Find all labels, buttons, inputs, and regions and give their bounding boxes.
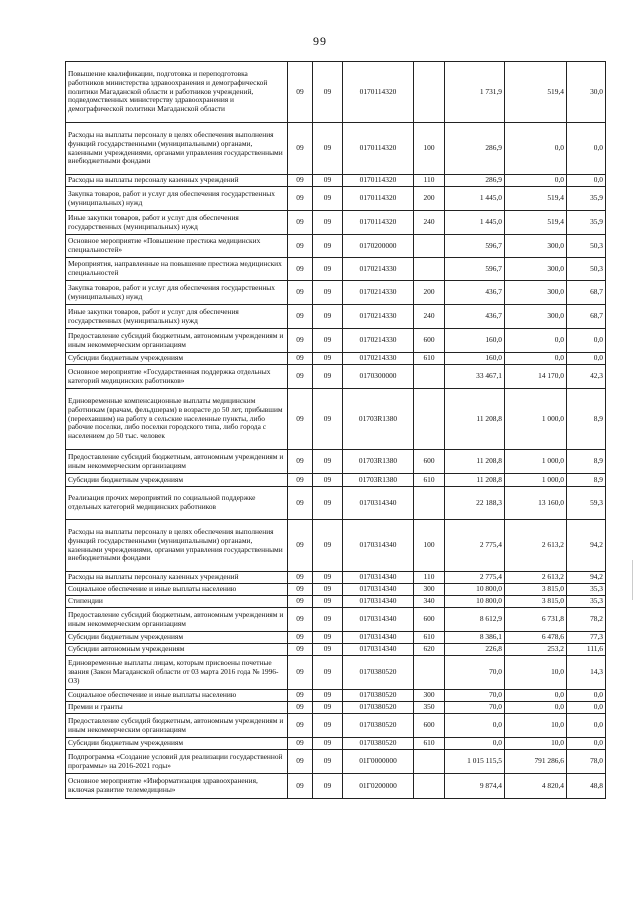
row-actual: 3 815,0	[505, 584, 567, 596]
table-row	[66, 450, 606, 474]
row-rz: 09	[288, 714, 313, 738]
row-pr: 09	[313, 596, 343, 608]
row-pr: 09	[313, 365, 343, 389]
row-plan: 436,7	[445, 305, 505, 329]
row-actual: 1 000,0	[505, 450, 567, 474]
row-plan: 70,0	[445, 656, 505, 690]
row-expense-type	[414, 365, 445, 389]
row-plan: 8 386,1	[445, 632, 505, 644]
row-actual: 14 170,0	[505, 365, 567, 389]
table-row	[66, 474, 606, 487]
row-target-code: 0170314340	[343, 632, 414, 644]
row-name: Реализация прочих мероприятий по социальной поддержке отдельных категорий медицинских работников	[66, 487, 288, 520]
table-row	[66, 258, 606, 281]
row-expense-type: 300	[414, 584, 445, 596]
row-rz: 09	[288, 656, 313, 690]
row-actual: 300,0	[505, 305, 567, 329]
row-percent: 94,2	[567, 572, 606, 584]
row-pr: 09	[313, 235, 343, 258]
row-name: Социальное обеспечение и иные выплаты населению	[66, 690, 288, 702]
row-rz: 09	[288, 738, 313, 750]
row-expense-type: 620	[414, 644, 445, 656]
row-plan: 9 874,4	[445, 774, 505, 799]
row-pr: 09	[313, 690, 343, 702]
row-rz: 09	[288, 329, 313, 353]
row-percent: 8,9	[567, 450, 606, 474]
row-percent: 0,0	[567, 690, 606, 702]
row-pr: 09	[313, 329, 343, 353]
row-plan: 286,9	[445, 175, 505, 187]
row-name: Расходы на выплаты персоналу в целях обеспечения выполнения функций государственными (муниципальными) органами, казенными учреждениями, органами управления государственными внебюджетными фондами	[66, 123, 288, 175]
table-row	[66, 329, 606, 353]
row-actual: 13 160,0	[505, 487, 567, 520]
row-pr: 09	[313, 608, 343, 632]
table-row	[66, 714, 606, 738]
row-pr: 09	[313, 258, 343, 281]
row-percent: 59,3	[567, 487, 606, 520]
row-actual: 4 820,4	[505, 774, 567, 799]
table-row	[66, 596, 606, 608]
row-percent: 35,3	[567, 584, 606, 596]
row-name: Единовременные компенсационные выплаты медицинским работникам (врачам, фельдшерам) в возрасте до 50 лет, прибывшим (переехавшим) на работу в сельские населенные пункты, либо рабочие поселки, либо поселки городского типа, либо города с населением до 50 тыс. человек	[66, 389, 288, 450]
row-pr: 09	[313, 450, 343, 474]
row-plan: 596,7	[445, 235, 505, 258]
row-percent: 0,0	[567, 123, 606, 175]
row-pr: 09	[313, 738, 343, 750]
row-target-code: 0170214330	[343, 305, 414, 329]
row-name: Предоставление субсидий бюджетным, автономным учреждениям и иным некоммерческим организациям	[66, 450, 288, 474]
row-pr: 09	[313, 584, 343, 596]
row-target-code: 01703R1380	[343, 450, 414, 474]
row-actual: 10,0	[505, 714, 567, 738]
row-name: Предоставление субсидий бюджетным, автономным учреждениям и иным некоммерческим организациям	[66, 714, 288, 738]
row-actual: 300,0	[505, 281, 567, 305]
table-body	[66, 62, 606, 799]
row-target-code: 0170200000	[343, 235, 414, 258]
row-target-code: 0170314340	[343, 520, 414, 572]
row-pr: 09	[313, 187, 343, 211]
row-plan: 1 015 115,5	[445, 750, 505, 774]
table-row	[66, 608, 606, 632]
row-target-code: 0170300000	[343, 365, 414, 389]
row-rz: 09	[288, 353, 313, 365]
row-percent: 8,9	[567, 389, 606, 450]
row-percent: 78,0	[567, 750, 606, 774]
row-rz: 09	[288, 520, 313, 572]
row-name: Расходы на выплаты персоналу в целях обеспечения выполнения функций государственными (муниципальными) органами, казенными учреждениями, органами управления государственными внебюджетными фондами	[66, 520, 288, 572]
row-rz: 09	[288, 572, 313, 584]
row-percent: 78,2	[567, 608, 606, 632]
row-rz: 09	[288, 608, 313, 632]
row-expense-type: 610	[414, 738, 445, 750]
row-percent: 111,6	[567, 644, 606, 656]
row-percent: 77,3	[567, 632, 606, 644]
row-pr: 09	[313, 520, 343, 572]
row-actual: 0,0	[505, 123, 567, 175]
row-expense-type	[414, 62, 445, 123]
row-actual: 10,0	[505, 738, 567, 750]
row-plan: 8 612,9	[445, 608, 505, 632]
row-percent: 35,9	[567, 187, 606, 211]
row-expense-type	[414, 750, 445, 774]
row-target-code: 0170380520	[343, 714, 414, 738]
page-number: 99	[313, 34, 327, 48]
table-row	[66, 365, 606, 389]
row-percent: 50,3	[567, 258, 606, 281]
table-row	[66, 584, 606, 596]
table-row	[66, 644, 606, 656]
row-expense-type: 610	[414, 474, 445, 487]
row-actual: 519,4	[505, 62, 567, 123]
row-pr: 09	[313, 656, 343, 690]
row-expense-type: 340	[414, 596, 445, 608]
row-pr: 09	[313, 714, 343, 738]
row-actual: 1 000,0	[505, 474, 567, 487]
table-row	[66, 572, 606, 584]
row-target-code: 0170114320	[343, 211, 414, 235]
row-target-code: 0170114320	[343, 187, 414, 211]
row-expense-type: 600	[414, 329, 445, 353]
row-target-code: 01703R1380	[343, 389, 414, 450]
row-plan: 11 208,8	[445, 450, 505, 474]
row-pr: 09	[313, 211, 343, 235]
table-row	[66, 656, 606, 690]
row-plan: 226,8	[445, 644, 505, 656]
row-rz: 09	[288, 123, 313, 175]
row-target-code: 0170214330	[343, 353, 414, 365]
row-target-code: 01Г0000000	[343, 750, 414, 774]
row-rz: 09	[288, 389, 313, 450]
row-actual: 519,4	[505, 211, 567, 235]
row-actual: 0,0	[505, 353, 567, 365]
scan-mark	[632, 560, 633, 600]
row-expense-type	[414, 258, 445, 281]
row-plan: 160,0	[445, 329, 505, 353]
row-name: Субсидии бюджетным учреждениям	[66, 353, 288, 365]
row-plan: 70,0	[445, 690, 505, 702]
row-actual: 0,0	[505, 329, 567, 353]
row-rz: 09	[288, 774, 313, 799]
row-plan: 0,0	[445, 714, 505, 738]
row-actual: 6 731,8	[505, 608, 567, 632]
row-percent: 8,9	[567, 474, 606, 487]
row-plan: 1 445,0	[445, 187, 505, 211]
row-plan: 596,7	[445, 258, 505, 281]
row-percent: 0,0	[567, 738, 606, 750]
row-actual: 791 286,6	[505, 750, 567, 774]
row-percent: 0,0	[567, 329, 606, 353]
row-plan: 436,7	[445, 281, 505, 305]
row-plan: 10 800,0	[445, 584, 505, 596]
row-target-code: 0170314340	[343, 584, 414, 596]
row-target-code: 0170380520	[343, 738, 414, 750]
row-plan: 1 445,0	[445, 211, 505, 235]
row-actual: 0,0	[505, 175, 567, 187]
row-percent: 0,0	[567, 353, 606, 365]
row-rz: 09	[288, 487, 313, 520]
row-plan: 70,0	[445, 702, 505, 714]
row-percent: 0,0	[567, 175, 606, 187]
row-name: Предоставление субсидий бюджетным, автономным учреждениям и иным некоммерческим организациям	[66, 608, 288, 632]
row-target-code: 01Г0200000	[343, 774, 414, 799]
row-plan: 160,0	[445, 353, 505, 365]
row-name: Повышение квалификации, подготовка и переподготовка работников министерства здравоохранения и демографической политики Магаданской области и работников учреждений, подведомственных министерству здравоохранения и демографической политики Магаданской области	[66, 62, 288, 123]
row-rz: 09	[288, 644, 313, 656]
row-name: Премии и гранты	[66, 702, 288, 714]
row-pr: 09	[313, 62, 343, 123]
row-target-code: 0170114320	[343, 123, 414, 175]
row-actual: 10,0	[505, 656, 567, 690]
row-name: Социальное обеспечение и иные выплаты населению	[66, 584, 288, 596]
row-plan: 10 800,0	[445, 596, 505, 608]
row-rz: 09	[288, 474, 313, 487]
budget-table	[65, 61, 606, 799]
row-name: Расходы на выплаты персоналу казенных учреждений	[66, 175, 288, 187]
row-target-code: 0170314340	[343, 596, 414, 608]
row-pr: 09	[313, 175, 343, 187]
row-pr: 09	[313, 474, 343, 487]
table-row	[66, 235, 606, 258]
row-name: Подпрограмма «Создание условий для реализации государственной программы» на 2016-2021 годы»	[66, 750, 288, 774]
row-pr: 09	[313, 123, 343, 175]
table-row	[66, 389, 606, 450]
row-plan: 11 208,8	[445, 474, 505, 487]
row-plan: 22 188,3	[445, 487, 505, 520]
row-plan: 286,9	[445, 123, 505, 175]
row-percent: 68,7	[567, 281, 606, 305]
row-actual: 519,4	[505, 187, 567, 211]
table-row	[66, 281, 606, 305]
row-rz: 09	[288, 175, 313, 187]
row-target-code: 0170114320	[343, 175, 414, 187]
row-name: Закупка товаров, работ и услуг для обеспечения государственных (муниципальных) нужд	[66, 187, 288, 211]
row-pr: 09	[313, 487, 343, 520]
row-percent: 0,0	[567, 702, 606, 714]
row-target-code: 0170214330	[343, 258, 414, 281]
row-pr: 09	[313, 774, 343, 799]
row-expense-type: 100	[414, 520, 445, 572]
table-row	[66, 702, 606, 714]
row-target-code: 0170380520	[343, 702, 414, 714]
row-pr: 09	[313, 353, 343, 365]
row-percent: 48,8	[567, 774, 606, 799]
row-percent: 35,9	[567, 211, 606, 235]
row-rz: 09	[288, 584, 313, 596]
row-name: Основное мероприятие «Информатизация здравоохранения, включая развитие телемедицины»	[66, 774, 288, 799]
table-row	[66, 750, 606, 774]
table-row	[66, 187, 606, 211]
row-name: Субсидии бюджетным учреждениям	[66, 474, 288, 487]
table-row	[66, 690, 606, 702]
row-target-code: 01703R1380	[343, 474, 414, 487]
table-row	[66, 123, 606, 175]
row-plan: 0,0	[445, 738, 505, 750]
row-percent: 42,3	[567, 365, 606, 389]
row-rz: 09	[288, 305, 313, 329]
row-plan: 2 775,4	[445, 572, 505, 584]
row-expense-type	[414, 774, 445, 799]
row-expense-type: 300	[414, 690, 445, 702]
row-expense-type: 200	[414, 281, 445, 305]
row-expense-type: 110	[414, 572, 445, 584]
row-actual: 1 000,0	[505, 389, 567, 450]
row-expense-type	[414, 389, 445, 450]
table-row	[66, 487, 606, 520]
row-rz: 09	[288, 450, 313, 474]
table-row	[66, 62, 606, 123]
row-target-code: 0170314340	[343, 644, 414, 656]
row-name: Субсидии бюджетным учреждениям	[66, 738, 288, 750]
row-actual: 253,2	[505, 644, 567, 656]
row-plan: 33 467,1	[445, 365, 505, 389]
row-rz: 09	[288, 690, 313, 702]
row-expense-type: 110	[414, 175, 445, 187]
row-name: Расходы на выплаты персоналу казенных учреждений	[66, 572, 288, 584]
row-name: Субсидии бюджетным учреждениям	[66, 632, 288, 644]
row-actual: 300,0	[505, 258, 567, 281]
row-pr: 09	[313, 572, 343, 584]
table-row	[66, 211, 606, 235]
row-rz: 09	[288, 187, 313, 211]
table-row	[66, 774, 606, 799]
row-pr: 09	[313, 644, 343, 656]
row-rz: 09	[288, 702, 313, 714]
row-target-code: 0170314340	[343, 487, 414, 520]
row-expense-type	[414, 235, 445, 258]
row-actual: 300,0	[505, 235, 567, 258]
row-expense-type: 240	[414, 211, 445, 235]
row-expense-type: 240	[414, 305, 445, 329]
row-percent: 35,3	[567, 596, 606, 608]
row-expense-type: 610	[414, 353, 445, 365]
row-rz: 09	[288, 750, 313, 774]
row-percent: 14,3	[567, 656, 606, 690]
row-rz: 09	[288, 281, 313, 305]
row-name: Субсидии автономным учреждениям	[66, 644, 288, 656]
row-name: Иные закупки товаров, работ и услуг для обеспечения государственных (муниципальных) нужд	[66, 305, 288, 329]
table-row	[66, 175, 606, 187]
row-name: Стипендии	[66, 596, 288, 608]
row-target-code: 0170314340	[343, 572, 414, 584]
row-name: Предоставление субсидий бюджетным, автономным учреждениям и иным некоммерческим организациям	[66, 329, 288, 353]
table-row	[66, 305, 606, 329]
row-target-code: 0170214330	[343, 281, 414, 305]
row-target-code: 0170114320	[343, 62, 414, 123]
row-percent: 30,0	[567, 62, 606, 123]
row-plan: 2 775,4	[445, 520, 505, 572]
row-pr: 09	[313, 632, 343, 644]
row-actual: 2 613,2	[505, 520, 567, 572]
row-percent: 50,3	[567, 235, 606, 258]
row-percent: 0,0	[567, 714, 606, 738]
row-target-code: 0170380520	[343, 690, 414, 702]
row-rz: 09	[288, 596, 313, 608]
row-name: Закупка товаров, работ и услуг для обеспечения государственных (муниципальных) нужд	[66, 281, 288, 305]
row-expense-type: 600	[414, 608, 445, 632]
row-target-code: 0170380520	[343, 656, 414, 690]
row-pr: 09	[313, 305, 343, 329]
table-row	[66, 520, 606, 572]
row-rz: 09	[288, 235, 313, 258]
row-expense-type	[414, 487, 445, 520]
row-plan: 1 731,9	[445, 62, 505, 123]
row-target-code: 0170314340	[343, 608, 414, 632]
table-row	[66, 353, 606, 365]
row-name: Основное мероприятие «Государственная поддержка отдельных категорий медицинских работников»	[66, 365, 288, 389]
row-rz: 09	[288, 365, 313, 389]
row-name: Единовременные выплаты лицам, которым присвоены почетные звания (Закон Магаданской области от 03 марта 2016 года № 1996-ОЗ)	[66, 656, 288, 690]
row-percent: 94,2	[567, 520, 606, 572]
row-expense-type: 200	[414, 187, 445, 211]
row-name: Иные закупки товаров, работ и услуг для обеспечения государственных (муниципальных) нужд	[66, 211, 288, 235]
row-actual: 3 815,0	[505, 596, 567, 608]
row-plan: 11 208,8	[445, 389, 505, 450]
table-row	[66, 738, 606, 750]
row-pr: 09	[313, 389, 343, 450]
row-expense-type: 610	[414, 632, 445, 644]
row-pr: 09	[313, 281, 343, 305]
row-pr: 09	[313, 702, 343, 714]
row-name: Основное мероприятие «Повышение престижа медицинских специальностей»	[66, 235, 288, 258]
row-expense-type: 350	[414, 702, 445, 714]
row-actual: 0,0	[505, 690, 567, 702]
row-pr: 09	[313, 750, 343, 774]
row-target-code: 0170214330	[343, 329, 414, 353]
row-actual: 6 478,6	[505, 632, 567, 644]
row-expense-type: 600	[414, 450, 445, 474]
row-expense-type	[414, 656, 445, 690]
row-expense-type: 600	[414, 714, 445, 738]
row-expense-type: 100	[414, 123, 445, 175]
row-rz: 09	[288, 632, 313, 644]
row-percent: 68,7	[567, 305, 606, 329]
table-row	[66, 632, 606, 644]
row-actual: 2 613,2	[505, 572, 567, 584]
row-name: Мероприятия, направленные на повышение престижа медицинских специальностей	[66, 258, 288, 281]
row-rz: 09	[288, 258, 313, 281]
row-actual: 0,0	[505, 702, 567, 714]
row-rz: 09	[288, 211, 313, 235]
row-rz: 09	[288, 62, 313, 123]
